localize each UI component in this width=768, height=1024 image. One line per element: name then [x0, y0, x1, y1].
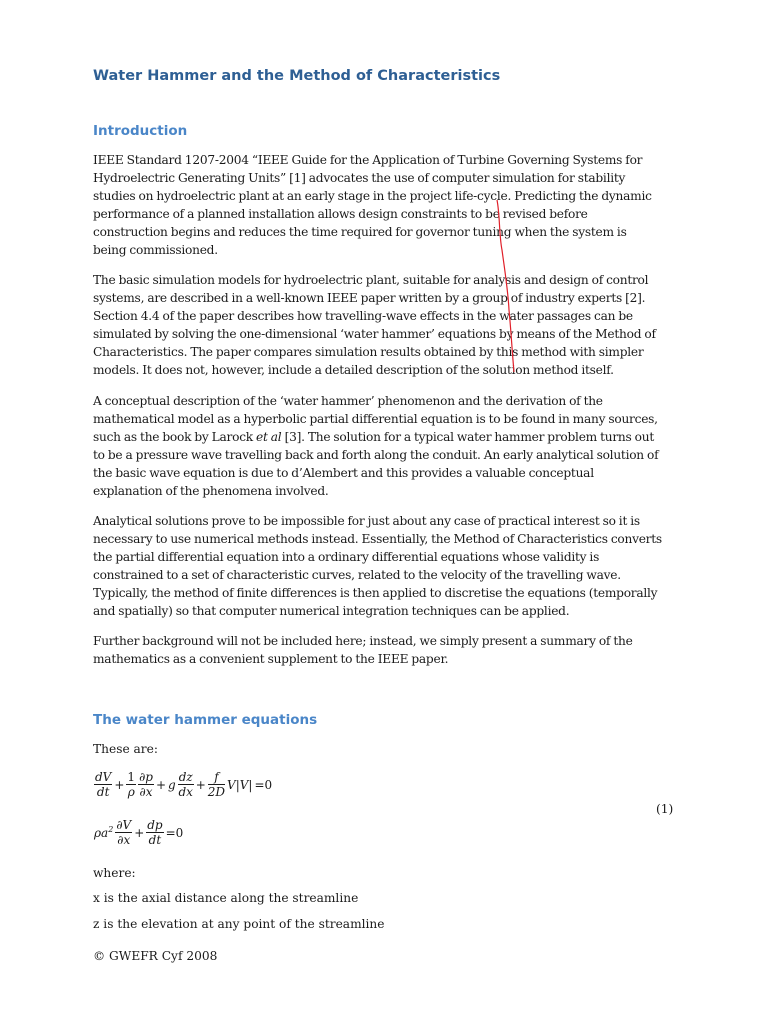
fraction: $\frac{dp}{dt}$	[147, 818, 163, 847]
text-line: studies on hydroelectric plant at an early stage in the project life-cycle. Predicting the dynamic	[93, 189, 652, 204]
equations-heading: The water hammer equations	[93, 712, 318, 728]
fraction: $\frac{\partial V}{\partial x}$	[116, 818, 132, 847]
equation-number: (1)	[656, 802, 674, 816]
momentum-equation: $\frac{dV}{dt}$ + $\frac{1}{\rho}$ $\frac{\partial p}{\partial x}$ + g $\frac{dz}{dx}$ + $\frac{f}{2D}$ V|V| =0	[95, 770, 273, 799]
annotation-stroke	[497, 200, 514, 372]
copyright-footer: © GWEFR Cyf 2008	[93, 949, 218, 963]
text-line: models. It does not, however, include a detailed description of the solution method itself.	[93, 363, 614, 378]
text-line: mathematics as a convenient supplement to the IEEE paper.	[93, 652, 449, 667]
text-line: Characteristics. The paper compares simulation results obtained by this method with simpler	[93, 345, 644, 360]
text-line: Typically, the method of finite differences is then applied to discretise the equations (temporally	[93, 586, 658, 601]
text-line: and spatially) so that computer numerical integration techniques can be applied.	[93, 604, 570, 619]
text-line: Analytical solutions prove to be impossible for just about any case of practical interest so it is	[93, 514, 640, 528]
fraction: $\frac{1}{\rho}$	[127, 770, 136, 799]
text-line: simulated by solving the one-dimensional ‘water hammer’ equations by means of the Method of	[93, 327, 656, 342]
fraction: $\frac{dz}{dx}$	[178, 770, 193, 799]
text-line: A conceptual description of the ‘water hammer’ phenomenon and the derivation of the	[93, 394, 603, 408]
text-line: The basic simulation models for hydroelectric plant, suitable for analysis and design of control	[93, 273, 649, 287]
text-line: explanation of the phenomena involved.	[93, 484, 329, 499]
introduction-heading: Introduction	[93, 123, 188, 139]
text-line: the partial differential equation into a ordinary differential equations whose validity is	[93, 550, 600, 565]
text-line: necessary to use numerical methods instead. Essentially, the Method of Characteristics converts	[93, 532, 662, 547]
text-line: IEEE Standard 1207-2004 “IEEE Guide for the Application of Turbine Governing Systems for	[93, 153, 643, 167]
fraction: $\frac{\partial p}{\partial x}$	[139, 770, 153, 799]
italic-text: et al	[256, 430, 282, 445]
text-line: constrained to a set of characteristic curves, related to the velocity of the travelling wave.	[93, 568, 621, 583]
text-line: Hydroelectric Generating Units” [1] advocates the use of computer simulation for stability	[93, 171, 626, 186]
text-line: construction begins and reduces the time required for governor tuning when the system is	[93, 225, 627, 240]
text-line: to be a pressure wave travelling back and forth along the conduit. An early analytical solution of	[93, 448, 659, 463]
continuity-equation: $\rho a^2$ $\frac{\partial V}{\partial x}$ + $\frac{dp}{dt}$ =0	[94, 818, 184, 847]
text-line: Further background will not be included here; instead, we simply present a summary of the	[93, 634, 633, 648]
definition-x: x is the axial distance along the streamline	[93, 891, 359, 905]
fraction: $\frac{f}{2D}$	[207, 770, 226, 799]
definition-z: z is the elevation at any point of the streamline	[93, 917, 385, 931]
text-line: being commissioned.	[93, 243, 218, 258]
text-run: [3]. The solution for a typical water hammer problem turns out	[281, 430, 654, 445]
text-line: systems, are described in a well-known IEEE paper written by a group of industry experts [2].	[93, 291, 646, 306]
text-run: such as the book by Larock	[93, 430, 257, 445]
text-line: the basic wave equation is due to d’Alembert and this provides a valuable conceptual	[93, 466, 594, 481]
text-line: performance of a planned installation allows design constraints to be revised before	[93, 207, 588, 222]
where-label: where:	[93, 866, 136, 880]
equations-intro: These are:	[93, 742, 158, 756]
text-line: mathematical model as a hyperbolic partial differential equation is to be found in many sources,	[93, 412, 658, 427]
fraction: $\frac{dV}{dt}$	[95, 770, 112, 799]
document-title: Water Hammer and the Method of Characteristics	[93, 68, 501, 84]
text-line: Section 4.4 of the paper describes how travelling-wave effects in the water passages can be	[93, 309, 633, 324]
